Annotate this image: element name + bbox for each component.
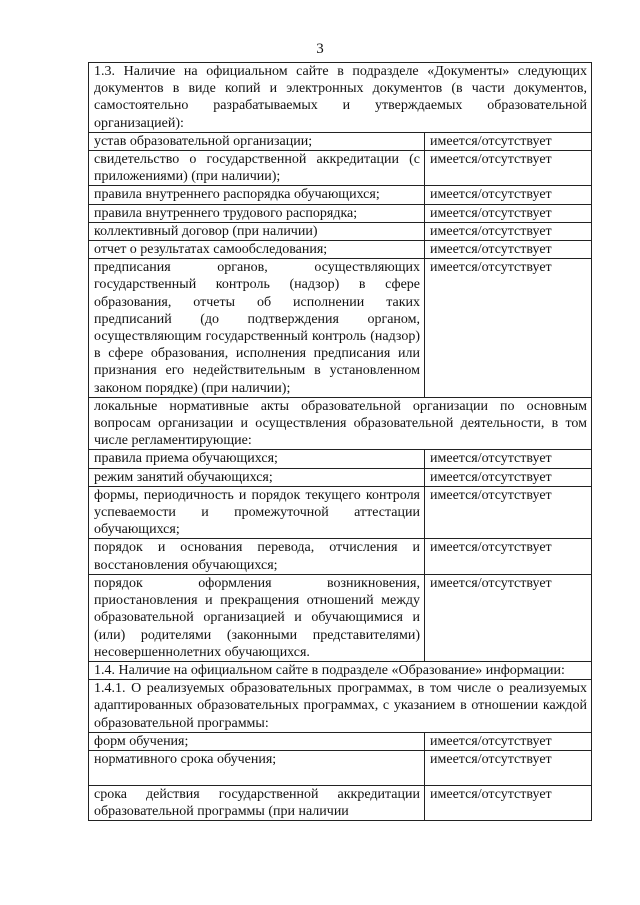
table-row [89, 259, 592, 398]
criterion-cell: правила внутреннего распорядка обучающихся; [89, 186, 425, 204]
status-cell: имеется/отсутствует [425, 486, 592, 539]
criterion-cell: коллективный договор (при наличии) [89, 222, 425, 240]
table-row [89, 468, 592, 486]
criterion-cell: правила внутреннего трудового распорядка; [89, 204, 425, 222]
criterion-cell: форм обучения; [89, 732, 425, 750]
status-cell: имеется/отсутствует [425, 750, 592, 785]
table-row [89, 785, 592, 820]
table-row [89, 204, 592, 222]
status-cell: имеется/отсутствует [425, 468, 592, 486]
table-row [89, 186, 592, 204]
criterion-cell: правила приема обучающихся; [89, 450, 425, 468]
table-row [89, 661, 592, 679]
status-cell: имеется/отсутствует [425, 785, 592, 820]
table-row [89, 450, 592, 468]
status-cell: имеется/отсутствует [425, 259, 592, 398]
table-row [89, 132, 592, 150]
status-cell: имеется/отсутствует [425, 186, 592, 204]
criterion-cell: предписания органов, осуществляющих государственный контроль (надзор) в сфере образования, отчеты об исполнении таких предписаний (до подтверждения органом, осуществляющим государственный контроль (надзор) в сфере образования, исполнения предписания или признания его недействительным в установленном законом порядке) (при наличии); [89, 259, 425, 398]
table-row [89, 750, 592, 785]
criterion-cell: порядок оформления возникновения, приостановления и прекращения отношений между образовательной организацией и обучающимися и (или) родителями (законными представителями) несовершеннолетних обучающихся. [89, 574, 425, 661]
criterion-cell: нормативного срока обучения; [89, 750, 425, 785]
status-cell: имеется/отсутствует [425, 574, 592, 661]
criterion-cell: отчет о результатах самообследования; [89, 241, 425, 259]
status-cell: имеется/отсутствует [425, 204, 592, 222]
table-row [89, 397, 592, 450]
criterion-cell: срока действия государственной аккредитации образовательной программы (при наличии [89, 785, 425, 820]
subsection-heading-1-4-1: 1.4.1. О реализуемых образовательных программах, в том числе о реализуемых адаптированных образовательных программах, с указанием в отношении каждой образовательной программы: [89, 680, 592, 733]
table-row [89, 241, 592, 259]
status-cell: имеется/отсутствует [425, 539, 592, 574]
table-row [89, 222, 592, 240]
status-cell: имеется/отсутствует [425, 450, 592, 468]
table-row [89, 486, 592, 539]
status-cell: имеется/отсутствует [425, 151, 592, 186]
section-heading-1-3: 1.3. Наличие на официальном сайте в подразделе «Документы» следующих документов в виде копий и электронных документов (в части документов, самостоятельно разрабатываемых и утверждаемых образовательной организацией): [89, 63, 592, 133]
section-heading-1-4: 1.4. Наличие на официальном сайте в подразделе «Образование» информации: [89, 661, 592, 679]
table-row [89, 63, 592, 133]
table-row [89, 574, 592, 661]
criteria-table [88, 62, 592, 821]
criterion-cell: порядок и основания перевода, отчисления и восстановления обучающихся; [89, 539, 425, 574]
criterion-cell: формы, периодичность и порядок текущего контроля успеваемости и промежуточной аттестации обучающихся; [89, 486, 425, 539]
criterion-cell: режим занятий обучающихся; [89, 468, 425, 486]
table-row [89, 151, 592, 186]
subsection-heading-local-acts: локальные нормативные акты образовательной организации по основным вопросам организации и осуществления образовательной деятельности, в том числе регламентирующие: [89, 397, 592, 450]
criterion-cell: свидетельство о государственной аккредитации (с приложениями) (при наличии); [89, 151, 425, 186]
table-row [89, 539, 592, 574]
page-number: 3 [316, 41, 324, 57]
table-row [89, 680, 592, 733]
table-row [89, 732, 592, 750]
status-cell: имеется/отсутствует [425, 222, 592, 240]
criterion-cell: устав образовательной организации; [89, 132, 425, 150]
status-cell: имеется/отсутствует [425, 132, 592, 150]
status-cell: имеется/отсутствует [425, 732, 592, 750]
status-cell: имеется/отсутствует [425, 241, 592, 259]
